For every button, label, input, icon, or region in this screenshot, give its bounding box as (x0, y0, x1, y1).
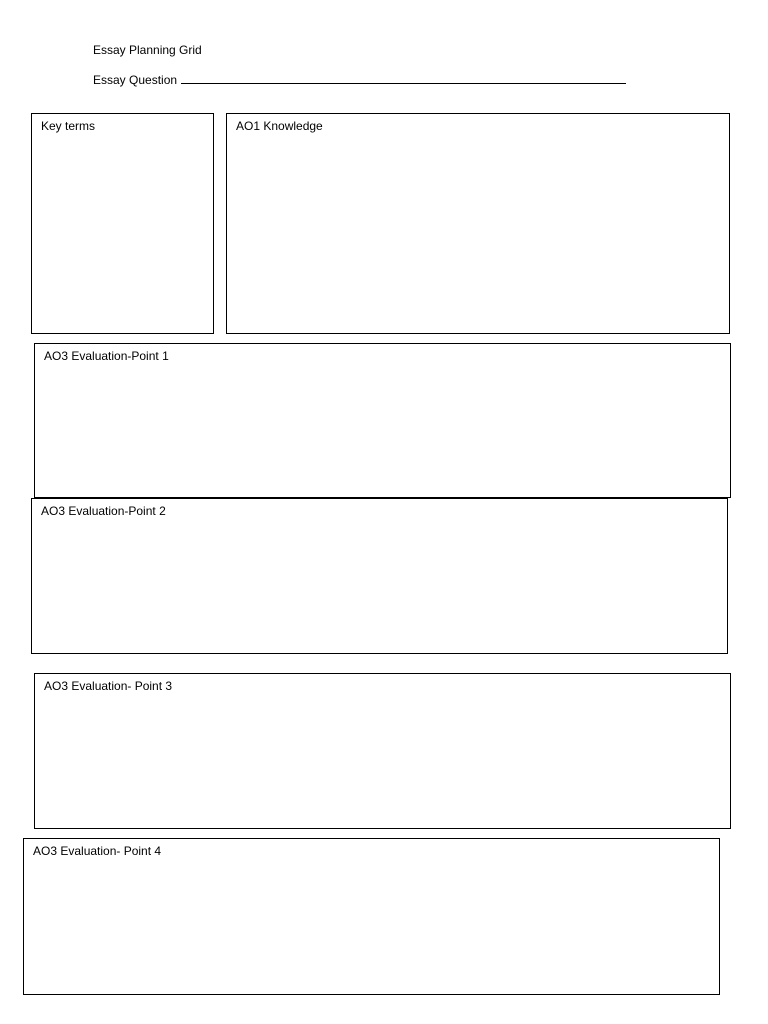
key-terms-box[interactable] (31, 113, 214, 334)
ao3-evaluation-point-2-label: AO3 Evaluation-Point 2 (41, 504, 166, 518)
ao1-knowledge-label: AO1 Knowledge (236, 119, 323, 133)
ao3-evaluation-point-4-box[interactable] (23, 838, 720, 995)
essay-question-blank-line[interactable] (181, 71, 626, 84)
essay-question-row (93, 71, 626, 88)
ao3-evaluation-point-1-box[interactable] (34, 343, 731, 498)
key-terms-label: Key terms (41, 119, 96, 133)
ao3-evaluation-point-3-label: AO3 Evaluation- Point 3 (44, 679, 173, 693)
ao3-evaluation-point-4-label: AO3 Evaluation- Point 4 (33, 844, 162, 858)
ao3-evaluation-point-2-box[interactable] (31, 498, 728, 654)
essay-question-label: Essay Question (93, 73, 178, 87)
ao3-evaluation-point-1-label: AO3 Evaluation-Point 1 (44, 349, 169, 363)
page-title: Essay Planning Grid (93, 43, 202, 57)
ao1-knowledge-box[interactable] (226, 113, 730, 334)
ao3-evaluation-point-3-box[interactable] (34, 673, 731, 829)
